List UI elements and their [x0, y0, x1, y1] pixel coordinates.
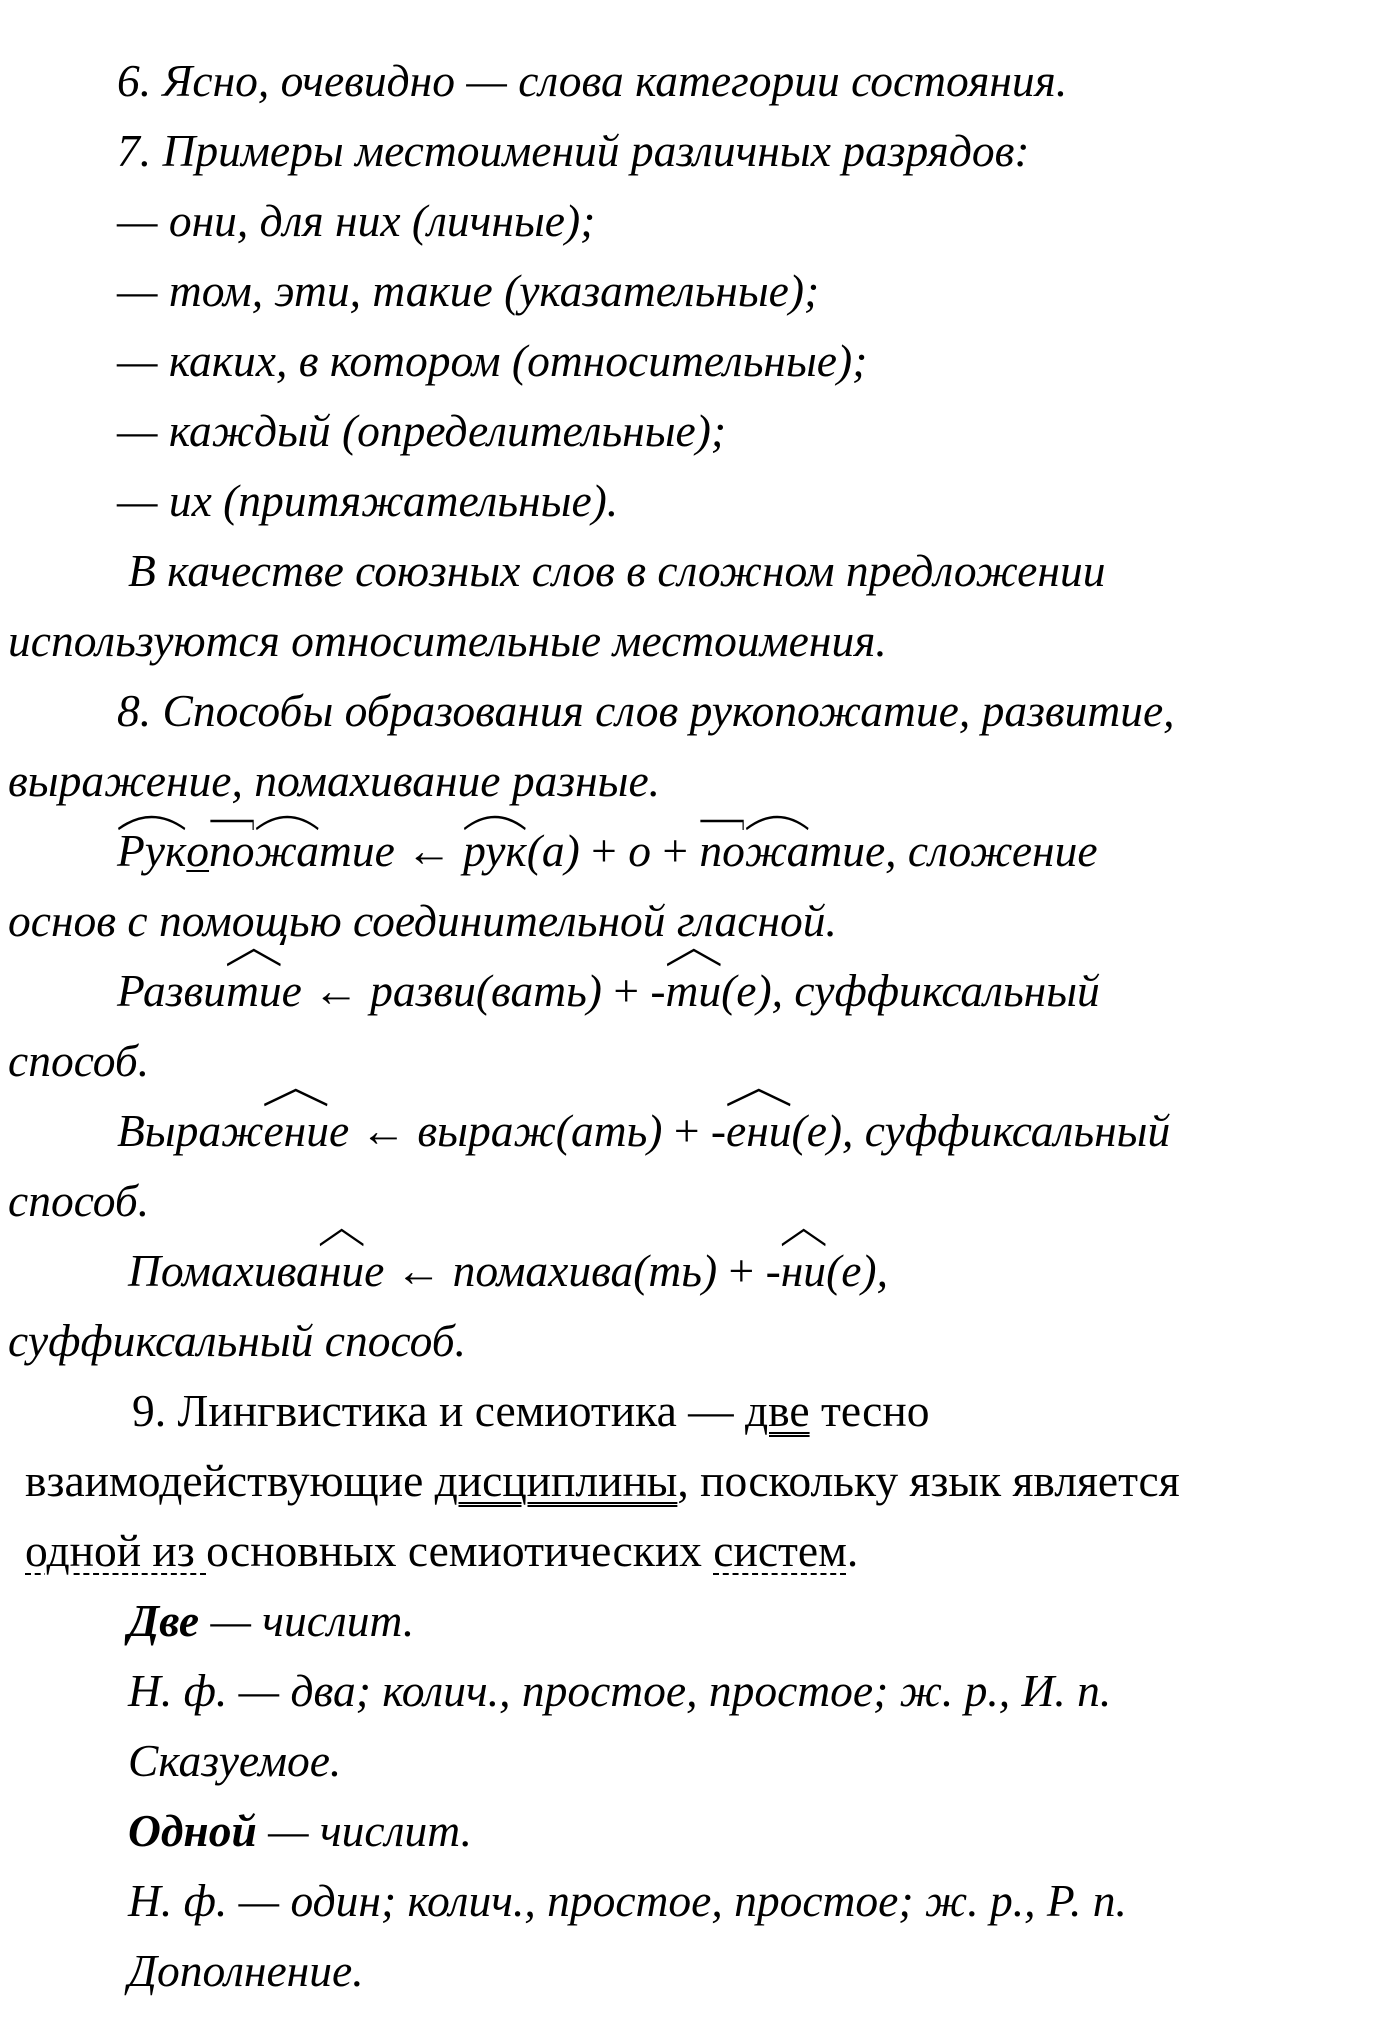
part-of-speech: — числит.: [256, 1805, 472, 1856]
word-base: Выраж: [117, 1105, 264, 1156]
morpheme-connecting-vowel: о: [186, 825, 210, 876]
plus-sign: +: [717, 1245, 766, 1296]
morpheme-suffix: ни: [319, 1248, 364, 1294]
conjunctive-words-line-2: используются относительные местоимения.: [8, 615, 887, 666]
point-9-text: тесно: [809, 1385, 930, 1436]
prefix-mark: [699, 819, 745, 831]
source-word: разви(вать): [370, 965, 602, 1016]
source-ending: (а): [526, 825, 580, 876]
word-analysis-waving-cont: суффиксальный способ.: [8, 1315, 466, 1366]
numeral-odnoy-role: Дополнение.: [128, 1945, 364, 1996]
morpheme-root: Рук: [117, 828, 186, 874]
word-base: Помахива: [128, 1245, 319, 1296]
part-of-speech: — числит.: [199, 1595, 415, 1646]
point-6: 6. Ясно, очевидно — слова категории состояния.: [117, 55, 1068, 106]
point-7-heading: 7. Примеры местоимений различных разрядов:: [117, 125, 1030, 176]
method-label: , сложение: [885, 825, 1098, 876]
added-ending: (е): [826, 1245, 877, 1296]
morpheme-ending: е: [374, 825, 395, 876]
added-ending: (е): [791, 1105, 843, 1156]
suffix-dash: -: [765, 1245, 781, 1296]
root-arc-mark: [117, 814, 186, 830]
suffix-roof-mark: [263, 1088, 329, 1106]
predicate-underlined: две: [745, 1385, 810, 1436]
added-ending: (е): [721, 965, 772, 1016]
plus-sign: +: [650, 825, 700, 876]
suffix-roof-mark: [781, 1228, 826, 1246]
point-9-line-2: [25, 1455, 1180, 1506]
derivation-arrow: ←: [394, 825, 464, 876]
plus-sign: +: [579, 825, 629, 876]
added-suffix: ни: [781, 1248, 826, 1294]
pronoun-item-relative: — каких, в котором (относительные);: [117, 335, 868, 386]
suffix-roof-mark: [226, 948, 282, 966]
numeral-dve-role: Сказуемое.: [128, 1735, 342, 1786]
plus-sign: +: [601, 965, 651, 1016]
connecting-vowel: о: [628, 825, 651, 876]
pronoun-item-demonstrative: — том, эти, такие (указательные);: [117, 265, 820, 316]
word-base: Разви: [117, 965, 227, 1016]
morpheme-suffix: ти: [226, 968, 282, 1014]
plus-sign: +: [662, 1105, 711, 1156]
added-suffix: ени: [726, 1108, 792, 1154]
pronoun-item-possessive: — их (притяжательные).: [117, 475, 619, 526]
numeral-dve-features: Н. ф. — два; колич., простое, простое; ж. р., И. п.: [128, 1665, 1112, 1716]
point-8-line-2: выражение, помахивание разные.: [8, 755, 661, 806]
point-8-line-1: 8. Способы образования слов рукопожатие, развитие,: [117, 685, 1175, 736]
morpheme-ending: е: [364, 1245, 385, 1296]
word-analysis-handshake-cont: основ с помощью соединительной гласной.: [8, 895, 837, 946]
derivation-arrow: ←: [349, 1105, 418, 1156]
suffix-dash: -: [650, 965, 666, 1016]
derivation-arrow: ←: [384, 1245, 453, 1296]
method-label: , суффиксальный: [842, 1105, 1171, 1156]
root-arc-mark: [463, 814, 527, 830]
method-label: ,: [876, 1245, 888, 1296]
analyzed-word: Две: [128, 1595, 200, 1646]
morpheme-suffix: ти: [319, 825, 375, 876]
word-analysis-development-cont: способ.: [8, 1035, 150, 1086]
numeral-analysis-dve: [128, 1595, 415, 1646]
numeral-odnoy-features: Н. ф. — один; колич., простое, простое; ж. р., Р. п.: [128, 1875, 1127, 1926]
point-9-line-1: [132, 1385, 930, 1436]
source-word: выраж(ать): [417, 1105, 663, 1156]
suffix-roof-mark: [726, 1088, 792, 1106]
morpheme-prefix: по: [209, 828, 255, 874]
prefix-mark: [209, 819, 255, 831]
morpheme-ending: е: [281, 965, 302, 1016]
numeral-analysis-odnoy: [128, 1805, 472, 1856]
source-root: рук: [463, 828, 527, 874]
point-9-text: 9. Лингвистика и семиотика —: [132, 1385, 746, 1436]
word-analysis-handshake: [117, 825, 1098, 876]
point-9-line-3: [25, 1525, 859, 1576]
morpheme-root-2: жа: [255, 828, 319, 874]
root-arc-mark: [255, 814, 319, 830]
morpheme-ending: е: [328, 1105, 350, 1156]
analyzed-word: Одной: [128, 1805, 257, 1856]
source-prefix: по: [699, 828, 745, 874]
point-9-text: основных семиотических: [206, 1525, 714, 1576]
source-rest: тие: [809, 825, 886, 876]
morpheme-suffix: ени: [263, 1108, 329, 1154]
root-arc-mark: [745, 814, 809, 830]
suffix-roof-mark: [666, 948, 722, 966]
suffix-dash: -: [710, 1105, 727, 1156]
conjunctive-words-line-1: В качестве союзных слов в сложном предложении: [128, 545, 1106, 596]
suffix-roof-mark: [319, 1228, 364, 1246]
derivation-arrow: ←: [301, 965, 371, 1016]
point-9-text: взаимодействующие: [25, 1455, 435, 1506]
source-word: помахива(ть): [452, 1245, 718, 1296]
word-analysis-expression-cont: способ.: [8, 1175, 150, 1226]
predicate-underlined: дисциплины: [434, 1455, 678, 1506]
word-analysis-development: [117, 965, 1100, 1016]
source-root-2: жа: [745, 828, 809, 874]
method-label: , суффиксальный: [771, 965, 1100, 1016]
object-underlined: одной из: [25, 1525, 207, 1576]
word-analysis-waving: [128, 1245, 888, 1296]
word-analysis-expression: [117, 1105, 1171, 1156]
point-9-text: .: [846, 1525, 859, 1576]
added-suffix: ти: [666, 968, 722, 1014]
pronoun-item-personal: — они, для них (личные);: [117, 195, 596, 246]
pronoun-item-attributive: — каждый (определительные);: [117, 405, 727, 456]
object-underlined: систем: [713, 1525, 847, 1576]
point-9-text: , поскольку язык является: [677, 1455, 1180, 1506]
